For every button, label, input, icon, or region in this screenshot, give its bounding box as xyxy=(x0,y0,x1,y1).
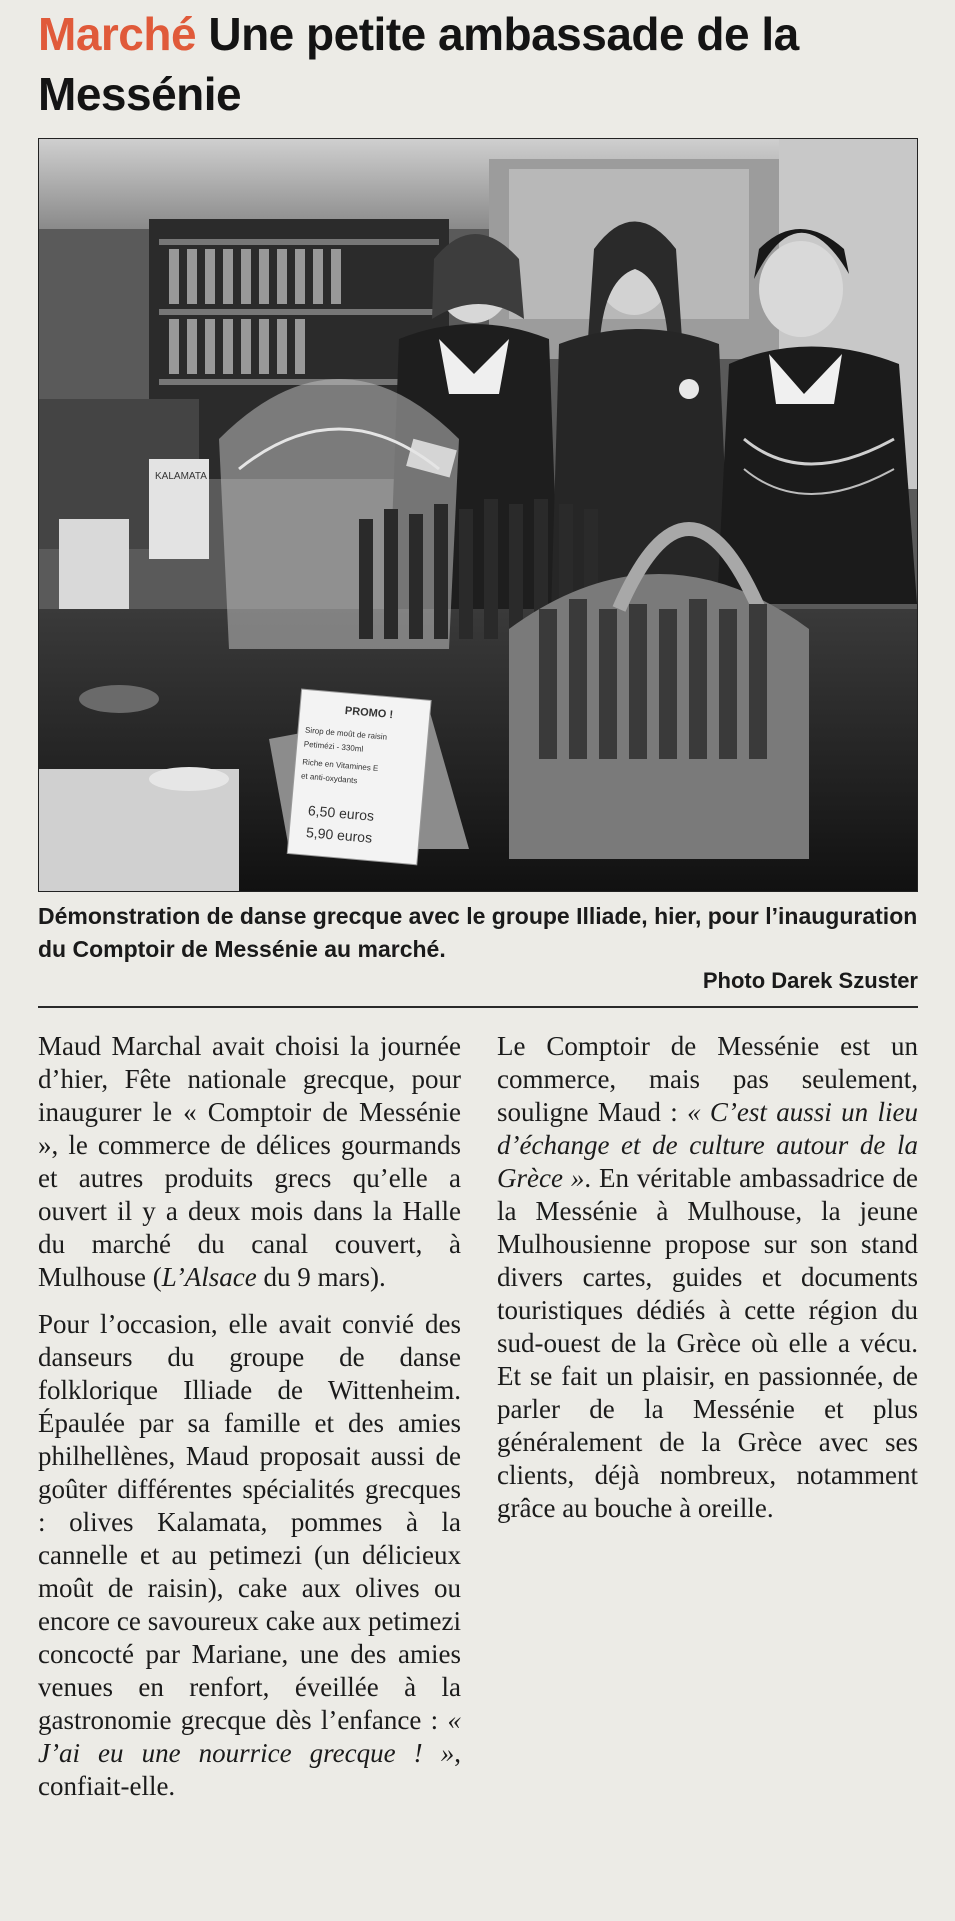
promo-sign xyxy=(287,689,431,865)
promo-price-old: 6,50 euros xyxy=(307,802,375,824)
promo-line-2: Petimézi - 330ml xyxy=(303,739,364,754)
divider xyxy=(38,1006,918,1008)
promo-heading: PROMO ! xyxy=(344,704,394,722)
shelf-sign: KALAMATA xyxy=(155,471,207,482)
paragraph-1-text: Maud Marchal avait choisi la journée d’hier, Fête nationale grecque, pour inaugurer le « Comptoir de Messénie », le commerce de délices gourmands et autres produits grecs qu’elle a ouvert il y a deux mois dans la Halle du marché du canal couvert, à Mulhouse ( xyxy=(38,1031,461,1292)
paragraph-2-text: Pour l’occasion, elle avait convié des danseurs du groupe de danse folklorique Illiade de Wittenheim. Épaulée par sa famille et des amies philhellènes, Maud proposait aussi de goûter différentes spécialités grecques : olives Kalamata, pommes à la cannelle et au petimezi (un délicieux moût de raisin), cake aux olives ou encore ce savoureux cake aux petimezi concocté par Mariane, une des amies venues en renfort, éveillée à la gastronomie grecque dès l’enfance : xyxy=(38,1309,461,1735)
paragraph-1 xyxy=(38,1030,461,1294)
paragraph-1-source: L’Alsace xyxy=(161,1262,257,1292)
paragraph-3-quote: « C’est aussi un lieu d’échange et de culture autour de la Grèce » xyxy=(497,1097,918,1193)
headline-kicker: Marché xyxy=(38,8,197,60)
article-photo xyxy=(38,138,918,892)
paragraph-1-end: du 9 mars). xyxy=(256,1262,386,1292)
paragraph-2 xyxy=(38,1308,461,1803)
paragraph-3-end: . En véritable ambassadrice de la Messénie à Mulhouse, la jeune Mulhousienne propose sur son stand divers cartes, guides et documents touristiques dédiés à cette région du sud-ouest de la Grèce où elle a vécu. Et se fait un plaisir, en passionnée, de parler de la Messénie et plus généralement de la Grèce avec ses clients, déjà nombreux, notamment grâce au bouche à oreille. xyxy=(497,1163,918,1523)
headline xyxy=(38,4,918,124)
photo-caption: Démonstration de danse grecque avec le groupe Illiade, hier, pour l’inauguration du Comptoir de Messénie au marché. xyxy=(38,903,918,962)
paragraph-3 xyxy=(497,1030,918,1525)
paragraph-2-end: , confiait-elle. xyxy=(38,1738,461,1801)
photo-credit: Photo Darek Szuster xyxy=(702,968,918,993)
promo-line-3: Riche en Vitamines E xyxy=(301,757,379,774)
paragraph-2-quote: « J’ai eu une nourrice grecque ! » xyxy=(38,1705,461,1768)
paragraph-3-text: Le Comptoir de Messénie est un commerce, mais pas seulement, souligne Maud : xyxy=(497,1031,918,1127)
headline-title: Une petite ambassade de la Messénie xyxy=(38,8,799,120)
promo-line-4: et anti-oxydants xyxy=(300,771,358,786)
article-column-1 xyxy=(38,1030,461,1817)
article-column-2 xyxy=(497,1030,918,1539)
promo-line-1: Sirop de moût de raisin xyxy=(304,725,388,742)
promo-price-new: 5,90 euros xyxy=(305,824,373,846)
